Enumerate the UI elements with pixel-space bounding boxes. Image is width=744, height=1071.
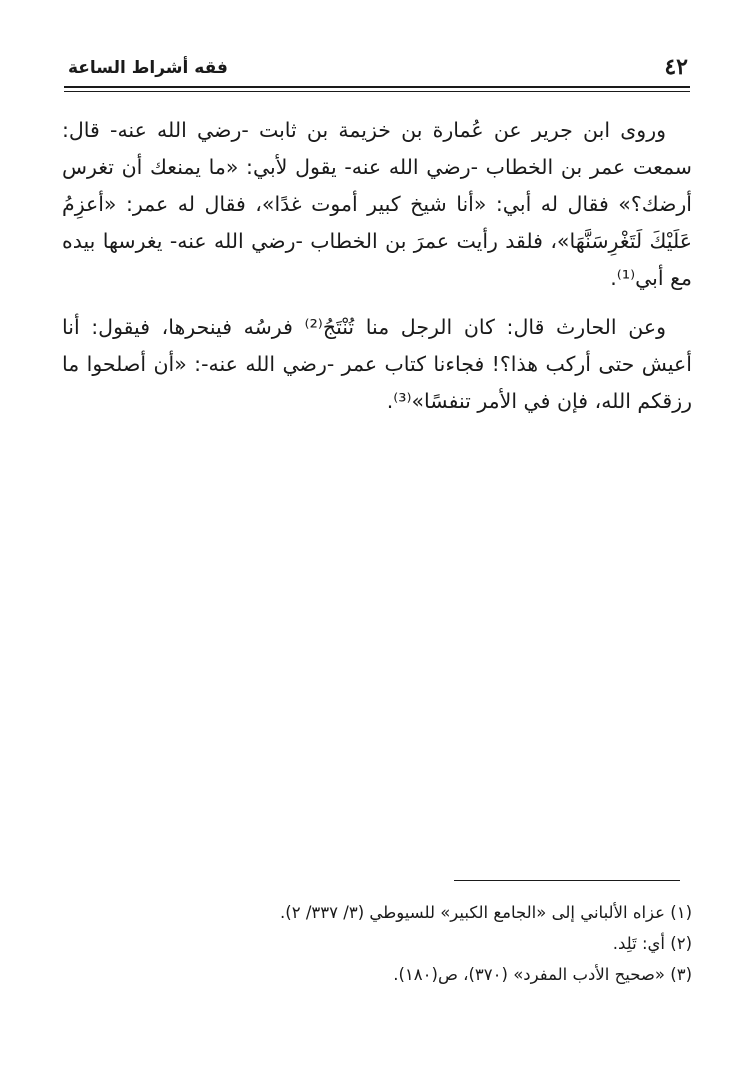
footnote-3: (٣) «صحيح الأدب المفرد» (٣٧٠)، ص(١٨٠). [393, 965, 692, 984]
page-header [64, 52, 690, 88]
footnote-1: (١) عزاه الألباني إلى «الجامع الكبير» للسيوطي (٣/ ٣٣٧/ ٢). [280, 903, 692, 922]
header-rule-thin [64, 91, 690, 92]
main-text [62, 112, 692, 432]
header-rule-thick [64, 86, 690, 88]
footnote-separator [454, 880, 680, 881]
page-number: ٤٢ [664, 54, 688, 80]
footnotes [62, 897, 692, 990]
paragraph-2: وعن الحارث قال: كان الرجل منا تُنْتَجُ⁽²⁾ فرسُه فينحرها، فيقول: أنا أعيش حتى أركب هذا؟! فجاءنا كتاب عمر -رضي الله عنه-: «أن أصلحوا ما رزقكم الله، فإن في الأمر تنفسًا»⁽³⁾. [62, 315, 692, 413]
paragraph-1: وروى ابن جرير عن عُمارة بن خزيمة بن ثابت -رضي الله عنه- قال: سمعت عمر بن الخطاب -رضي الله عنه- يقول لأبي: «ما يمنعك أن تغرس أرضك؟» فقال له أبي: «أنا شيخ كبير أموت غدًا»، فقال له عمر: «أعزِمُ عَلَيْكَ لَتَغْرِسَنَّهَا»، فلقد رأيت عمرَ بن الخطاب -رضي الله عنه- يغرسها بيده مع أبي⁽¹⁾. [62, 118, 692, 290]
footnote-2: (٢) أي: تَلِد. [612, 934, 692, 953]
running-title: فقه أشراط الساعة [68, 58, 228, 78]
